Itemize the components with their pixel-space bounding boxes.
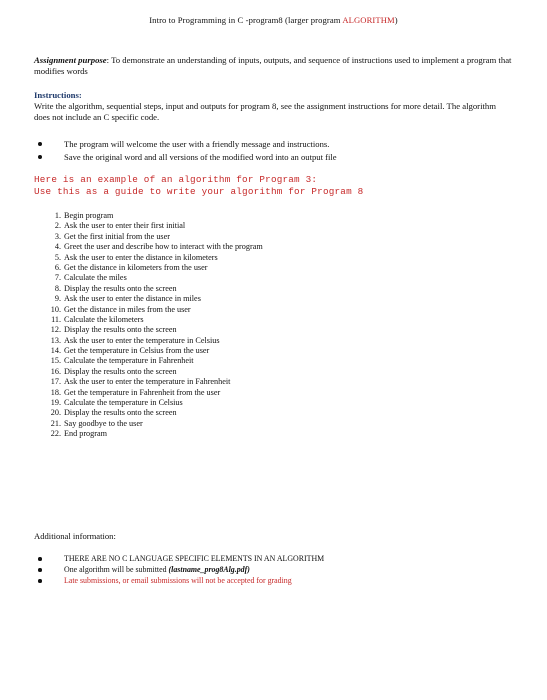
title-highlight: ALGORITHM bbox=[342, 15, 395, 25]
algorithm-step: 22. End program bbox=[50, 429, 107, 439]
bullet-icon bbox=[38, 568, 42, 572]
title-prefix: Intro to Programming in C -program8 (larger program bbox=[149, 15, 343, 25]
algorithm-step: 20. Display the results onto the screen bbox=[50, 408, 177, 418]
example-line-2: Use this as a guide to write your algorithm for Program 8 bbox=[34, 186, 364, 197]
list-item bbox=[38, 564, 508, 575]
example-line-1: Here is an example of an algorithm for Program 3: bbox=[34, 174, 318, 185]
bullet-icon bbox=[38, 142, 42, 146]
assignment-purpose bbox=[34, 55, 514, 77]
algorithm-step: 6. Get the distance in kilometers from the user bbox=[54, 262, 208, 272]
bullet-text: Late submissions, or email submissions will not be accepted for grading bbox=[64, 576, 292, 585]
algorithm-steps bbox=[48, 211, 488, 440]
algorithm-step: 18. Get the temperature in Fahrenheit from the user bbox=[50, 387, 221, 397]
bullet-text: THERE ARE NO C LANGUAGE SPECIFIC ELEMENTS IN AN ALGORITHM bbox=[64, 554, 325, 563]
purpose-text: : To demonstrate an understanding of inputs, outputs, and sequence of instructions used to implement a program that modifies words bbox=[34, 55, 512, 76]
instructions-heading: Instructions: bbox=[34, 90, 82, 100]
algorithm-step: 10. Get the distance in miles from the user bbox=[50, 304, 191, 314]
purpose-label: Assignment purpose bbox=[34, 55, 107, 65]
list-item bbox=[38, 151, 508, 164]
algorithm-step: 15. Calculate the temperature in Fahrenheit bbox=[50, 356, 194, 366]
algorithm-step: 1. Begin program bbox=[54, 211, 114, 220]
page-title bbox=[0, 15, 547, 25]
bullet-text: Save the original word and all versions of the modified word into an output file bbox=[64, 152, 337, 162]
instructions-body: Write the algorithm, sequential steps, input and outputs for program 8, see the assignment instructions for more detail. The algorithm does not include an C specific code. bbox=[34, 101, 496, 122]
algorithm-step: 19. Calculate the temperature in Celsius bbox=[50, 398, 183, 408]
algorithm-step: 12. Display the results onto the screen bbox=[50, 325, 177, 335]
algorithm-step: 21. Say goodbye to the user bbox=[50, 418, 143, 428]
algorithm-step: 16. Display the results onto the screen bbox=[50, 366, 177, 376]
algorithm-step: 4. Greet the user and describe how to interact with the program bbox=[54, 242, 263, 252]
algorithm-step: 11. Calculate the kilometers bbox=[51, 314, 144, 324]
algorithm-step: 14. Get the temperature in Celsius from the user bbox=[50, 346, 210, 356]
list-item bbox=[38, 138, 508, 151]
algorithm-step: 13. Ask the user to enter the temperature in Celsius bbox=[50, 335, 220, 345]
algorithm-step: 17. Ask the user to enter the temperature in Fahrenheit bbox=[50, 377, 231, 387]
algorithm-step: 5. Ask the user to enter the distance in kilometers bbox=[54, 252, 218, 262]
algorithm-step: 8. Display the results onto the screen bbox=[54, 283, 177, 293]
algorithm-step: 7. Calculate the miles bbox=[54, 273, 127, 283]
bullet-icon bbox=[38, 557, 42, 561]
title-suffix: ) bbox=[394, 15, 398, 25]
additional-info-list bbox=[38, 553, 508, 586]
bullet-text: One algorithm will be submitted (lastname_prog8Alg.pdf) bbox=[64, 565, 250, 574]
bullet-icon bbox=[38, 155, 42, 159]
list-item bbox=[38, 575, 508, 586]
algorithm-step: 2. Ask the user to enter their first initial bbox=[54, 221, 186, 231]
additional-info-heading: Additional information: bbox=[34, 531, 116, 541]
bullet-icon bbox=[38, 579, 42, 583]
bullet-text: The program will welcome the user with a friendly message and instructions. bbox=[64, 139, 330, 149]
algorithm-step: 3. Get the first initial from the user bbox=[54, 231, 170, 241]
list-item bbox=[38, 553, 508, 564]
instructions-bullet-list bbox=[38, 138, 508, 164]
algorithm-step: 9. Ask the user to enter the distance in miles bbox=[54, 294, 201, 304]
